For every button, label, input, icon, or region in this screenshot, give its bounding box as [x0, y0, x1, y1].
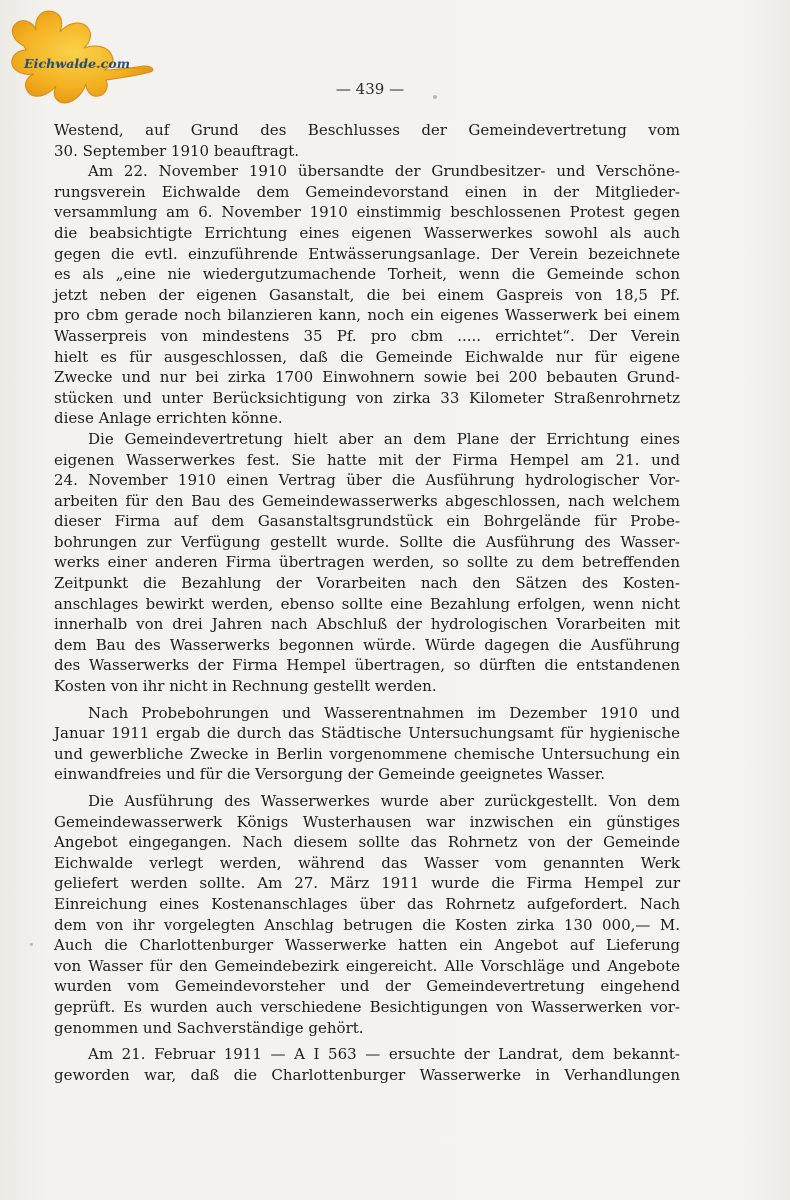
- paragraph: [54, 1044, 680, 1085]
- text-line: geprüft. Es wurden auch verschiedene Besichtigungen von Wasserwerken vor-: [54, 997, 680, 1016]
- text-line: diese Anlage errichten könne.: [54, 409, 283, 428]
- text-line: eigenen Wasserwerkes fest. Sie hatte mit der Firma Hempel am 21. und: [54, 450, 680, 469]
- text-line: Die Gemeindevertretung hielt aber an dem Plane der Errichtung eines: [88, 429, 680, 448]
- paper-speck: [433, 95, 437, 99]
- paper-speck: [30, 943, 33, 946]
- text-line: von Wasser für den Gemeindebezirk eingereicht. Alle Vorschläge und Angebote: [54, 956, 680, 975]
- text-line: die beabsichtigte Errichtung eines eigenen Wasserwerkes sowohl als auch: [54, 223, 680, 242]
- text-line: innerhalb von drei Jahren nach Abschluß der hydrologischen Vorarbeiten mit: [54, 615, 680, 634]
- text-line: anschlages bewirkt werden, ebenso sollte eine Bezahlung erfolgen, wenn nicht: [54, 594, 680, 613]
- logo-text: Eichwalde.com: [24, 56, 131, 71]
- text-line: Januar 1911 ergab die durch das Städtische Untersuchungsamt für hygienische: [54, 724, 680, 743]
- text-line: es als „eine nie wiedergutzumachende Torheit, wenn die Gemeinde schon: [54, 265, 680, 284]
- text-line: Auch die Charlottenburger Wasserwerke hatten ein Angebot auf Lieferung: [54, 936, 680, 955]
- text-line: werks einer anderen Firma übertragen werden, so sollte zu dem betreffenden: [54, 553, 680, 572]
- text-line: Am 21. Februar 1911 — A I 563 — ersuchte der Landrat, dem bekannt-: [88, 1045, 680, 1064]
- text-line: Die Ausführung des Wasserwerkes wurde aber zurückgestellt. Von dem: [88, 792, 680, 810]
- text-line: pro cbm gerade noch bilanzieren kann, noch ein eigenes Wasserwerk bei einem: [54, 306, 680, 325]
- paragraph: [54, 791, 680, 1038]
- text-line: 24. November 1910 einen Vertrag über die Ausführung hydrologischer Vor-: [54, 471, 680, 490]
- paragraph: [54, 161, 680, 429]
- text-line: Eichwalde verlegt werden, während das Wasser vom genannten Werk: [54, 853, 680, 872]
- text-line: bohrungen zur Verfügung gestellt wurde. Sollte die Ausführung des Wasser-: [54, 532, 680, 551]
- text-line: genommen und Sachverständige gehört.: [54, 1018, 364, 1037]
- text-line: des Wasserwerks der Firma Hempel übertragen, so dürften die entstandenen: [54, 656, 680, 675]
- text-line: dieser Firma auf dem Gasanstaltsgrundstück ein Bohrgelände für Probe-: [54, 512, 680, 531]
- text-line: und gewerbliche Zwecke in Berlin vorgenommene chemische Untersuchung ein: [54, 744, 680, 763]
- text-line: arbeiten für den Bau des Gemeindewasserwerks abgeschlossen, nach welchem: [54, 491, 680, 510]
- text-line: Einreichung eines Kostenanschlages über das Rohrnetz aufgefordert. Nach: [54, 894, 680, 913]
- text-line: dem von ihr vorgelegten Anschlag betrugen die Kosten zirka 130 000,— M.: [54, 915, 680, 934]
- text-line: Gemeindewasserwerk Königs Wusterhausen war inzwischen ein günstiges: [54, 812, 680, 831]
- text-line: Am 22. November 1910 übersandte der Grundbesitzer- und Verschöne-: [88, 162, 680, 181]
- body-text: [54, 120, 680, 1085]
- text-line: versammlung am 6. November 1910 einstimmig beschlossenen Protest gegen: [54, 203, 680, 222]
- text-line: Wasserpreis von mindestens 35 Pf. pro cbm ..... errichtet“. Der Verein: [54, 326, 680, 345]
- text-line: jetzt neben der eigenen Gasanstalt, die bei einem Gaspreis von 18,5 Pf.: [54, 285, 680, 304]
- page-number: — 439 —: [335, 80, 405, 98]
- text-line: einwandfreies und für die Versorgung der Gemeinde geeignetes Wasser.: [54, 765, 606, 784]
- text-line: Kosten von ihr nicht in Rechnung gestellt werden.: [54, 677, 437, 696]
- text-line: geliefert werden sollte. Am 27. März 1911 wurde die Firma Hempel zur: [54, 874, 680, 893]
- text-line: Zeitpunkt die Bezahlung der Vorarbeiten nach den Sätzen des Kosten-: [54, 574, 680, 593]
- text-line: Nach Probebohrungen und Wasserentnahmen im Dezember 1910 und: [88, 703, 680, 722]
- text-line: hielt es für ausgeschlossen, daß die Gemeinde Eichwalde nur für eigene: [54, 347, 680, 366]
- text-line: Zwecke und nur bei zirka 1700 Einwohnern sowie bei 200 bebauten Grund-: [54, 368, 680, 387]
- text-line: stücken und unter Berücksichtigung von zirka 33 Kilometer Straßenrohrnetz: [54, 388, 680, 407]
- paragraph: [54, 120, 680, 161]
- paragraph: [54, 429, 680, 697]
- text-line: dem Bau des Wasserwerks begonnen würde. Würde dagegen die Ausführung: [54, 635, 680, 654]
- text-line: wurden vom Gemeindevorsteher und der Gemeindevertretung eingehend: [54, 977, 680, 996]
- text-line: rungsverein Eichwalde dem Gemeindevorstand einen in der Mitglieder-: [54, 182, 680, 201]
- paragraph: [54, 703, 680, 785]
- text-line: gegen die evtl. einzuführende Entwässerungsanlage. Der Verein bezeichnete: [54, 244, 680, 263]
- text-line: Angebot eingegangen. Nach diesem sollte das Rohrnetz von der Gemeinde: [54, 833, 680, 852]
- text-line: geworden war, daß die Charlottenburger Wasserwerke in Verhandlungen: [54, 1065, 680, 1084]
- text-line: 30. September 1910 beauftragt.: [54, 141, 300, 160]
- text-line: Westend, auf Grund des Beschlusses der Gemeindevertretung vom: [54, 121, 680, 139]
